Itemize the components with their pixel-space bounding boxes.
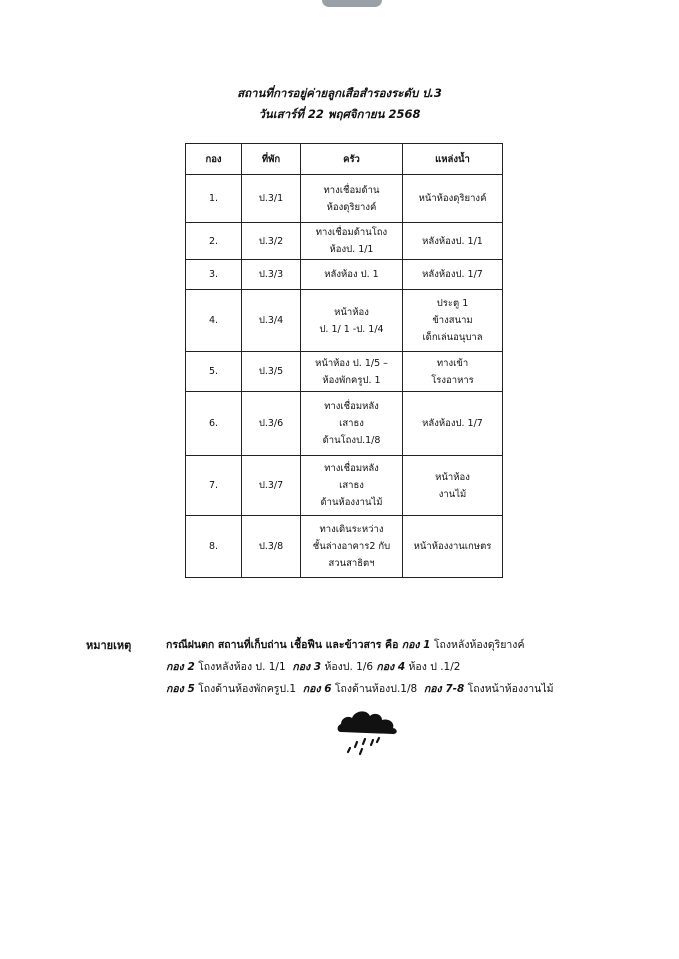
kitchen-cell	[301, 223, 403, 260]
group-cell: 3.	[186, 260, 242, 290]
remark-line-2	[166, 658, 460, 675]
kitchen-line: สวนสาธิตฯ	[328, 558, 375, 569]
remark-group: กอง 7-8	[423, 683, 465, 695]
remark-location: โถงด้านห้องป.1/8	[334, 683, 418, 695]
page-top-tab	[322, 0, 382, 7]
kitchen-line: ทางเชื่อมหลัง	[324, 401, 379, 412]
remark-location: โถงหลังห้อง ป. 1/1	[198, 661, 286, 673]
water-line: ทางเข้า	[436, 357, 469, 369]
lodging-cell: ป.3/2	[242, 223, 301, 260]
water-cell	[403, 175, 503, 223]
kitchen-line: หน้าห้อง ป. 1/5 –	[315, 357, 388, 369]
water-line: หน้าห้องงานเกษตร	[413, 541, 492, 552]
lodging-cell: ป.3/1	[242, 175, 301, 223]
group-cell: 7.	[186, 456, 242, 516]
kitchen-line: ห้องป. 1/1	[329, 244, 374, 255]
kitchen-cell	[301, 290, 403, 352]
lodging-cell: ป.3/4	[242, 290, 301, 352]
kitchen-line: ห้องพักครูป. 1	[322, 374, 381, 386]
water-cell	[403, 260, 503, 290]
remark-location: โถงหน้าห้องงานไม้	[467, 683, 554, 695]
kitchen-cell	[301, 352, 403, 392]
header-kitchen: ครัว	[301, 144, 403, 175]
group-cell: 6.	[186, 392, 242, 456]
remark-group: กอง 6	[302, 683, 332, 695]
remark-label: หมายเหตุ	[86, 639, 132, 652]
table-row	[186, 260, 503, 290]
remark-location: โถงหลังห้องดุริยางค์	[433, 639, 525, 651]
kitchen-cell	[301, 260, 403, 290]
group-cell: 8.	[186, 516, 242, 578]
page-date: วันเสาร์ที่ 22 พฤศจิกายน 2568	[258, 107, 421, 121]
lodging-cell: ป.3/8	[242, 516, 301, 578]
table-row	[186, 175, 503, 223]
water-cell	[403, 392, 503, 456]
water-line: ประตู 1	[436, 298, 469, 309]
kitchen-line: ห้องดุริยางค์	[326, 201, 377, 213]
camp-location-table	[185, 143, 503, 578]
remark-group: กอง 5	[166, 683, 195, 695]
remark-group: กอง 2	[166, 661, 195, 673]
page-title: สถานที่การอยู่ค่ายลูกเสือสำรองระดับ ป.3	[237, 86, 442, 100]
group-cell: 5.	[186, 352, 242, 392]
water-line: หน้าห้อง	[435, 471, 470, 483]
kitchen-line: หลังห้อง ป. 1	[324, 269, 379, 280]
remark-group: กอง 3	[292, 661, 322, 673]
water-line: หลังห้องป. 1/7	[422, 418, 483, 429]
water-line: งานไม้	[438, 488, 467, 500]
kitchen-cell	[301, 175, 403, 223]
kitchen-line: เสาธง	[339, 418, 364, 429]
table-row	[186, 392, 503, 456]
table-header-row	[186, 144, 503, 175]
header-lodging: ที่พัก	[242, 144, 301, 175]
group-cell: 4.	[186, 290, 242, 352]
table-row	[186, 456, 503, 516]
water-cell	[403, 223, 503, 260]
water-line: ข้างสนาม	[432, 315, 473, 326]
table-row	[186, 516, 503, 578]
kitchen-line: ทางเชื่อมด้าน	[323, 184, 380, 196]
kitchen-cell	[301, 456, 403, 516]
remark-location: ห้องป. 1/6	[324, 661, 374, 673]
kitchen-line: ทางเชื่อมหลัง	[324, 463, 379, 474]
water-line: หน้าห้องดุริยางค์	[418, 193, 487, 204]
water-line: หลังห้องป. 1/1	[422, 235, 483, 247]
kitchen-line: ชั้นล่างอาคาร2 กับ	[312, 541, 391, 552]
kitchen-line: ป. 1/ 1 -ป. 1/4	[319, 323, 384, 335]
kitchen-line: ทางเดินระหว่าง	[319, 524, 384, 535]
water-line: หลังห้องป. 1/7	[422, 269, 483, 280]
remark-group: กอง 1	[401, 639, 431, 651]
remark-line-1	[166, 636, 524, 653]
kitchen-line: ด้านโถงป.1/8	[322, 435, 381, 446]
kitchen-line: ทางเชื่อมด้านโถง	[315, 227, 388, 238]
kitchen-line: เสาธง	[339, 480, 364, 491]
remark-rain-condition: กรณีฝนตก สถานที่เก็บถ่าน เชื้อฟืน และข้าวสาร คือ	[166, 639, 399, 651]
lodging-cell: ป.3/7	[242, 456, 301, 516]
kitchen-line: ด้านห้องงานไม้	[320, 497, 383, 508]
lodging-cell: ป.3/6	[242, 392, 301, 456]
header-water: แหล่งน้ำ	[403, 144, 503, 175]
kitchen-line: หน้าห้อง	[334, 306, 369, 318]
header-group: กอง	[186, 144, 242, 175]
table-row	[186, 223, 503, 260]
water-line: เด็กเล่นอนุบาล	[422, 332, 483, 343]
water-cell	[403, 352, 503, 392]
remark-location: โถงด้านห้องพักครูป.1	[198, 683, 297, 695]
kitchen-cell	[301, 392, 403, 456]
remark-group: กอง 4	[376, 661, 406, 673]
lodging-cell: ป.3/5	[242, 352, 301, 392]
water-line: โรงอาหาร	[431, 374, 474, 386]
remark-location: ห้อง ป .1/2	[408, 661, 461, 673]
group-cell: 1.	[186, 175, 242, 223]
water-cell	[403, 456, 503, 516]
kitchen-cell	[301, 516, 403, 578]
table-row	[186, 352, 503, 392]
remark-line-3	[166, 680, 554, 697]
water-cell	[403, 290, 503, 352]
group-cell: 2.	[186, 223, 242, 260]
lodging-cell: ป.3/3	[242, 260, 301, 290]
water-cell	[403, 516, 503, 578]
table-row	[186, 290, 503, 352]
rain-cloud-icon	[335, 706, 403, 756]
